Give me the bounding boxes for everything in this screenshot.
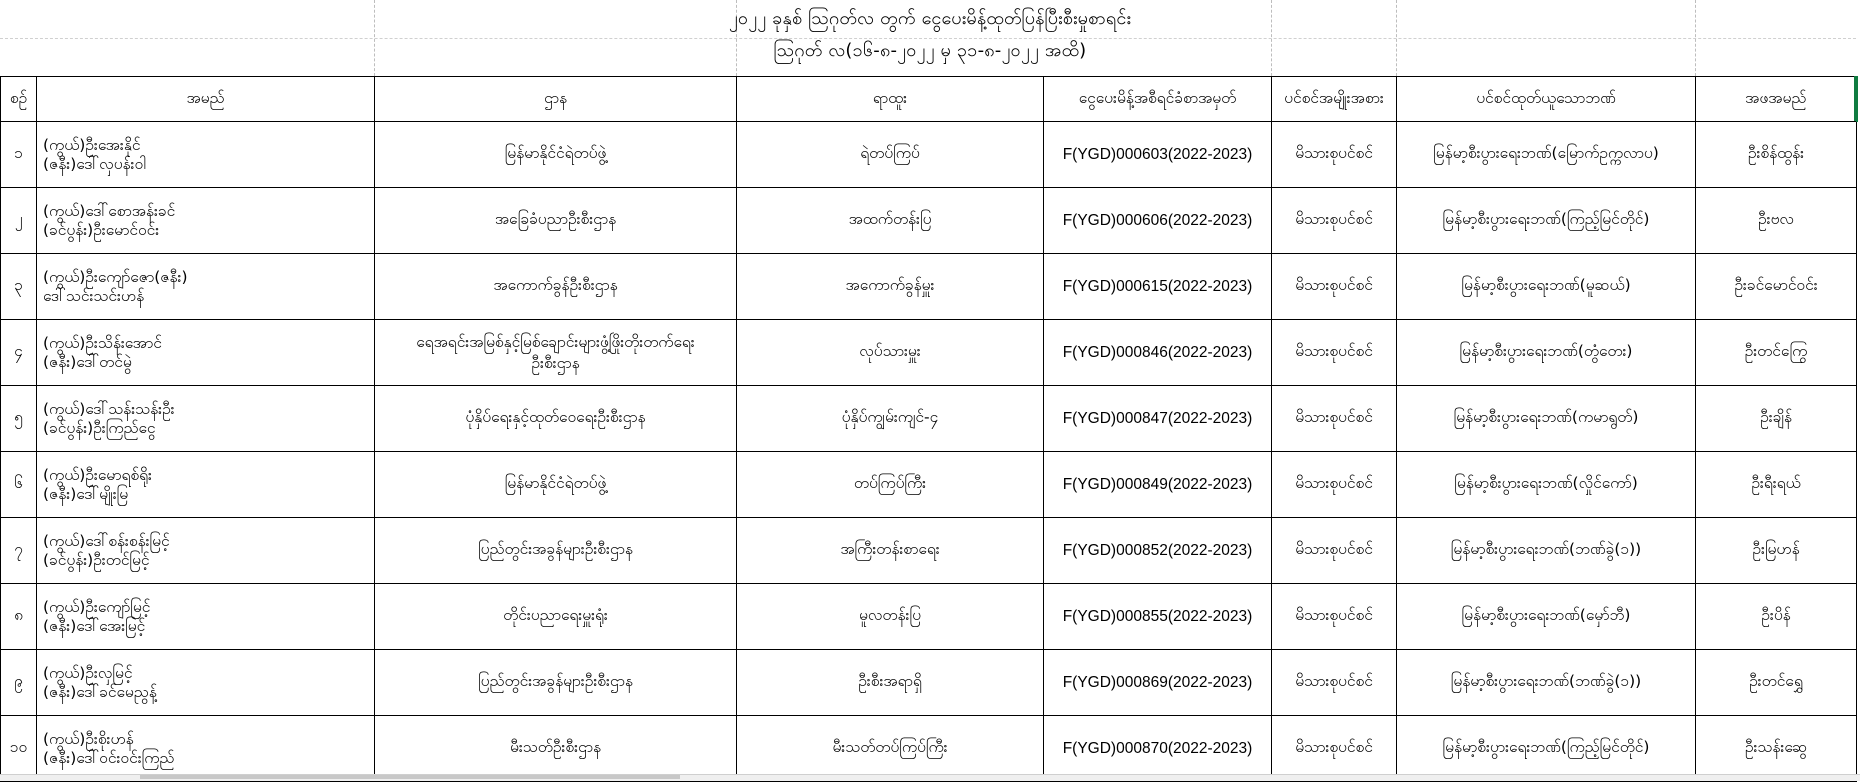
department-line: ဦးစီးဌာန bbox=[531, 353, 580, 372]
header-cell-father-name[interactable]: အဖအမည် bbox=[1696, 77, 1857, 122]
header-cell-bank[interactable]: ပင်စင်ထုတ်ယူသောဘဏ် bbox=[1397, 77, 1696, 122]
cell-rank[interactable]: အကြီးတန်းစာရေး bbox=[737, 518, 1044, 584]
cell-name[interactable] bbox=[37, 518, 375, 584]
cell-department[interactable]: မြန်မာနိုင်ငံရဲတပ်ဖွဲ့ bbox=[375, 452, 737, 518]
cell-father-name[interactable]: ဦးတင်ကြွေ bbox=[1696, 320, 1857, 386]
table-row bbox=[1, 386, 1857, 452]
cell-rank[interactable]: မီးသတ်တပ်ကြပ်ကြီး bbox=[737, 716, 1044, 782]
name-line: (ကွယ်)ဒေါ်စန်းစန်းမြင့် bbox=[43, 531, 170, 550]
page-title: ၂၀၂၂ ခုနှစ် ဩဂုတ်လ တွက် ငွေပေးမိန့်ထုတ်ပြန်ပြီးစီးမှုစာရင်း bbox=[728, 8, 1132, 29]
cell-bank[interactable]: မြန်မာ့စီးပွားရေးဘဏ်(ဘဏ်ခွဲ(၁)) bbox=[1397, 650, 1696, 716]
cell-department[interactable]: တိုင်းပညာရေးမှူးရုံး bbox=[375, 584, 737, 650]
cell-bank[interactable]: မြန်မာ့စီးပွားရေးဘဏ်(လှိုင်ကော်) bbox=[1397, 452, 1696, 518]
cell-rank[interactable]: ဦးစီးအရာရှိ bbox=[737, 650, 1044, 716]
cell-no[interactable]: ၈ bbox=[1, 584, 37, 650]
cell-order-number[interactable]: F(YGD)000855(2022-2023) bbox=[1044, 584, 1272, 650]
cell-order-number[interactable]: F(YGD)000846(2022-2023) bbox=[1044, 320, 1272, 386]
name-line: (ဇနီး)ဒေါ်အေးမြင့် bbox=[43, 616, 146, 635]
cell-pension-type[interactable]: မိသားစုပင်စင် bbox=[1272, 518, 1397, 584]
name-line: (ကွယ်)ဒေါ်သန်းသန်းဦး bbox=[43, 399, 175, 418]
cell-order-number[interactable]: F(YGD)000847(2022-2023) bbox=[1044, 386, 1272, 452]
cell-name[interactable] bbox=[37, 716, 375, 782]
cell-order-number[interactable]: F(YGD)000852(2022-2023) bbox=[1044, 518, 1272, 584]
header-cell-name[interactable]: အမည် bbox=[37, 77, 375, 122]
cell-order-number[interactable]: F(YGD)000869(2022-2023) bbox=[1044, 650, 1272, 716]
pension-table bbox=[0, 76, 1858, 782]
cell-father-name[interactable]: ဦးခင်မောင်ဝင်း bbox=[1696, 254, 1857, 320]
title-area bbox=[0, 0, 1856, 77]
cell-pension-type[interactable]: မိသားစုပင်စင် bbox=[1272, 320, 1397, 386]
cell-rank[interactable]: မူလတန်းပြ bbox=[737, 584, 1044, 650]
name-line: (ဇနီး)ဒေါ်မျိုးမြ bbox=[43, 484, 129, 503]
cell-pension-type[interactable]: မိသားစုပင်စင် bbox=[1272, 254, 1397, 320]
cell-rank[interactable]: အကောက်ခွန်မှူး bbox=[737, 254, 1044, 320]
cell-father-name[interactable]: ဦးရီးရယ် bbox=[1696, 452, 1857, 518]
name-line: (ကွယ်)ဦးစိုးဟန် bbox=[43, 729, 134, 748]
header-row bbox=[1, 77, 1857, 122]
cell-rank[interactable]: ရဲတပ်ကြပ် bbox=[737, 122, 1044, 188]
cell-department[interactable]: အခြေခံပညာဦးစီးဌာန bbox=[375, 188, 737, 254]
table-row bbox=[1, 320, 1857, 386]
cell-father-name[interactable]: ဦးပိန် bbox=[1696, 584, 1857, 650]
cell-department[interactable]: မီးသတ်ဦးစီးဌာန bbox=[375, 716, 737, 782]
name-line: (ဇနီး)ဒေါ်တင်မွဲ bbox=[43, 352, 132, 371]
header-cell-order-number[interactable]: ငွေပေးမိန့်အစီရင်ခံစာအမှတ် bbox=[1044, 77, 1272, 122]
cell-department[interactable]: မြန်မာနိုင်ငံရဲတပ်ဖွဲ့ bbox=[375, 122, 737, 188]
cell-no[interactable]: ၇ bbox=[1, 518, 37, 584]
cell-order-number[interactable]: F(YGD)000606(2022-2023) bbox=[1044, 188, 1272, 254]
cell-order-number[interactable]: F(YGD)000870(2022-2023) bbox=[1044, 716, 1272, 782]
cell-pension-type[interactable]: မိသားစုပင်စင် bbox=[1272, 122, 1397, 188]
table-row bbox=[1, 650, 1857, 716]
cell-department[interactable]: ပုံနှိပ်ရေးနှင့်ထုတ်ဝေရေးဦးစီးဌာန bbox=[375, 386, 737, 452]
cell-order-number[interactable]: F(YGD)000849(2022-2023) bbox=[1044, 452, 1272, 518]
cell-no[interactable]: ၄ bbox=[1, 320, 37, 386]
name-line: (ဇနီး)ဒေါ်ခင်မေညွန့် bbox=[43, 682, 157, 701]
cell-name[interactable] bbox=[37, 254, 375, 320]
cell-father-name[interactable]: ဦးသန်းဆွေ bbox=[1696, 716, 1857, 782]
cell-department[interactable]: ပြည်တွင်းအခွန်များဦးစီးဌာန bbox=[375, 650, 737, 716]
cell-rank[interactable]: အထက်တန်းပြ bbox=[737, 188, 1044, 254]
table-row bbox=[1, 254, 1857, 320]
cell-no[interactable]: ၉ bbox=[1, 650, 37, 716]
table-row bbox=[1, 584, 1857, 650]
name-line: (ဇနီး)ဒေါ်ဝင်းဝင်းကြည် bbox=[43, 748, 175, 767]
cell-bank[interactable]: မြန်မာ့စီးပွားရေးဘဏ်(တွံတေး) bbox=[1397, 320, 1696, 386]
cell-bank[interactable]: မြန်မာ့စီးပွားရေးဘဏ်(မြောက်ဥက္ကလာပ) bbox=[1397, 122, 1696, 188]
name-line: (ကွယ်)ဦးအေးနိုင် bbox=[43, 135, 141, 154]
name-line: (ကွယ်)ဦးကျော်ဇော(ဇနီး) bbox=[43, 267, 188, 286]
cell-no[interactable]: ၁၀ bbox=[1, 716, 37, 782]
cell-rank[interactable]: လုပ်သားမှူး bbox=[737, 320, 1044, 386]
cell-name[interactable] bbox=[37, 584, 375, 650]
cell-bank[interactable]: မြန်မာ့စီးပွားရေးဘဏ်(ဘဏ်ခွဲ(၁)) bbox=[1397, 518, 1696, 584]
cell-name[interactable] bbox=[37, 452, 375, 518]
table-row bbox=[1, 188, 1857, 254]
cell-pension-type[interactable]: မိသားစုပင်စင် bbox=[1272, 584, 1397, 650]
cell-rank[interactable]: တပ်ကြပ်ကြီး bbox=[737, 452, 1044, 518]
cell-no[interactable]: ၂ bbox=[1, 188, 37, 254]
cell-pension-type[interactable]: မိသားစုပင်စင် bbox=[1272, 716, 1397, 782]
cell-name[interactable] bbox=[37, 320, 375, 386]
name-line: (ကွယ်)ဦးလှမြင့် bbox=[43, 663, 133, 682]
cell-no[interactable]: ၁ bbox=[1, 122, 37, 188]
cell-bank[interactable]: မြန်မာ့စီးပွားရေးဘဏ်(ကမာရွတ်) bbox=[1397, 386, 1696, 452]
name-line: (ကွယ်)ဒေါ်စောအန်းခင် bbox=[43, 201, 176, 220]
header-cell-pension-type[interactable]: ပင်စင်အမျိုးအစား bbox=[1272, 77, 1397, 122]
name-line: (ကွယ်)ဦးမောရစ်ရိုး bbox=[43, 465, 152, 484]
cell-pension-type[interactable]: မိသားစုပင်စင် bbox=[1272, 452, 1397, 518]
department-line: ရေအရင်းအမြစ်နှင့်မြစ်ချောင်းများဖွံ့ဖြိုးတိုးတက်ရေး bbox=[416, 332, 695, 351]
cell-father-name[interactable]: ဦးဗလ bbox=[1696, 188, 1857, 254]
name-line: (ခင်ပွန်း)ဦးတင်မြင့် bbox=[43, 550, 150, 569]
name-line: (ကွယ်)ဦးကျော်မြင့် bbox=[43, 597, 151, 616]
cell-name[interactable] bbox=[37, 122, 375, 188]
cell-rank[interactable]: ပုံနှိပ်ကျွမ်းကျင်-၄ bbox=[737, 386, 1044, 452]
cell-order-number[interactable]: F(YGD)000603(2022-2023) bbox=[1044, 122, 1272, 188]
cell-father-name[interactable]: ဦးစိန်ထွန်း bbox=[1696, 122, 1857, 188]
cell-father-name[interactable]: ဦးတင်ရွှေ bbox=[1696, 650, 1857, 716]
name-line: (ခင်ပွန်း)ဦးမောင်ဝင်း bbox=[43, 220, 160, 239]
cell-pension-type[interactable]: မိသားစုပင်စင် bbox=[1272, 188, 1397, 254]
name-line: (ခင်ပွန်း)ဦးကြည်ငွေ bbox=[43, 418, 156, 437]
cell-father-name[interactable]: ဦးမြဟန် bbox=[1696, 518, 1857, 584]
cell-bank[interactable]: မြန်မာ့စီးပွားရေးဘဏ်(မူဆယ်) bbox=[1397, 254, 1696, 320]
header-cell-no[interactable]: စဉ် bbox=[1, 77, 37, 122]
cell-pension-type[interactable]: မိသားစုပင်စင် bbox=[1272, 650, 1397, 716]
cell-department[interactable] bbox=[375, 320, 737, 386]
selection-border bbox=[1854, 76, 1857, 121]
cell-pension-type[interactable]: မိသားစုပင်စင် bbox=[1272, 386, 1397, 452]
cell-bank[interactable]: မြန်မာ့စီးပွားရေးဘဏ်(မှော်ဘီ) bbox=[1397, 584, 1696, 650]
header-cell-department[interactable]: ဌာန bbox=[375, 77, 737, 122]
cell-name[interactable] bbox=[37, 650, 375, 716]
table-row bbox=[1, 122, 1857, 188]
page-subtitle: ဩဂုတ် လ(၁၆-၈-၂၀၂၂ မှ ၃၁-၈-၂၀၂၂ အထိ) bbox=[773, 40, 1087, 61]
name-line: ဒေါ်သင်းသင်းဟန် bbox=[43, 286, 145, 305]
name-line: (ကွယ်)ဦးသိန်းအောင် bbox=[43, 333, 162, 352]
cell-bank[interactable]: မြန်မာ့စီးပွားရေးဘဏ်(ကြည့်မြင်တိုင်) bbox=[1397, 188, 1696, 254]
cell-order-number[interactable]: F(YGD)000615(2022-2023) bbox=[1044, 254, 1272, 320]
cell-no[interactable]: ၅ bbox=[1, 386, 37, 452]
cell-bank[interactable]: မြန်မာ့စီးပွားရေးဘဏ်(ကြည့်မြင်တိုင်) bbox=[1397, 716, 1696, 782]
scrollbar-thumb[interactable] bbox=[140, 775, 680, 779]
header-cell-rank[interactable]: ရာထူး bbox=[737, 77, 1044, 122]
cell-father-name[interactable]: ဦးချိန် bbox=[1696, 386, 1857, 452]
name-line: (ဇနီး)ဒေါ်လှပန်းဝါ bbox=[43, 154, 146, 173]
table-row bbox=[1, 452, 1857, 518]
table-row bbox=[1, 716, 1857, 782]
cell-department[interactable]: အကောက်ခွန်ဦးစီးဌာန bbox=[375, 254, 737, 320]
cell-name[interactable] bbox=[37, 386, 375, 452]
cell-no[interactable]: ၃ bbox=[1, 254, 37, 320]
cell-department[interactable]: ပြည်တွင်းအခွန်များဦးစီးဌာန bbox=[375, 518, 737, 584]
cell-name[interactable] bbox=[37, 188, 375, 254]
table-row bbox=[1, 518, 1857, 584]
cell-no[interactable]: ၆ bbox=[1, 452, 37, 518]
